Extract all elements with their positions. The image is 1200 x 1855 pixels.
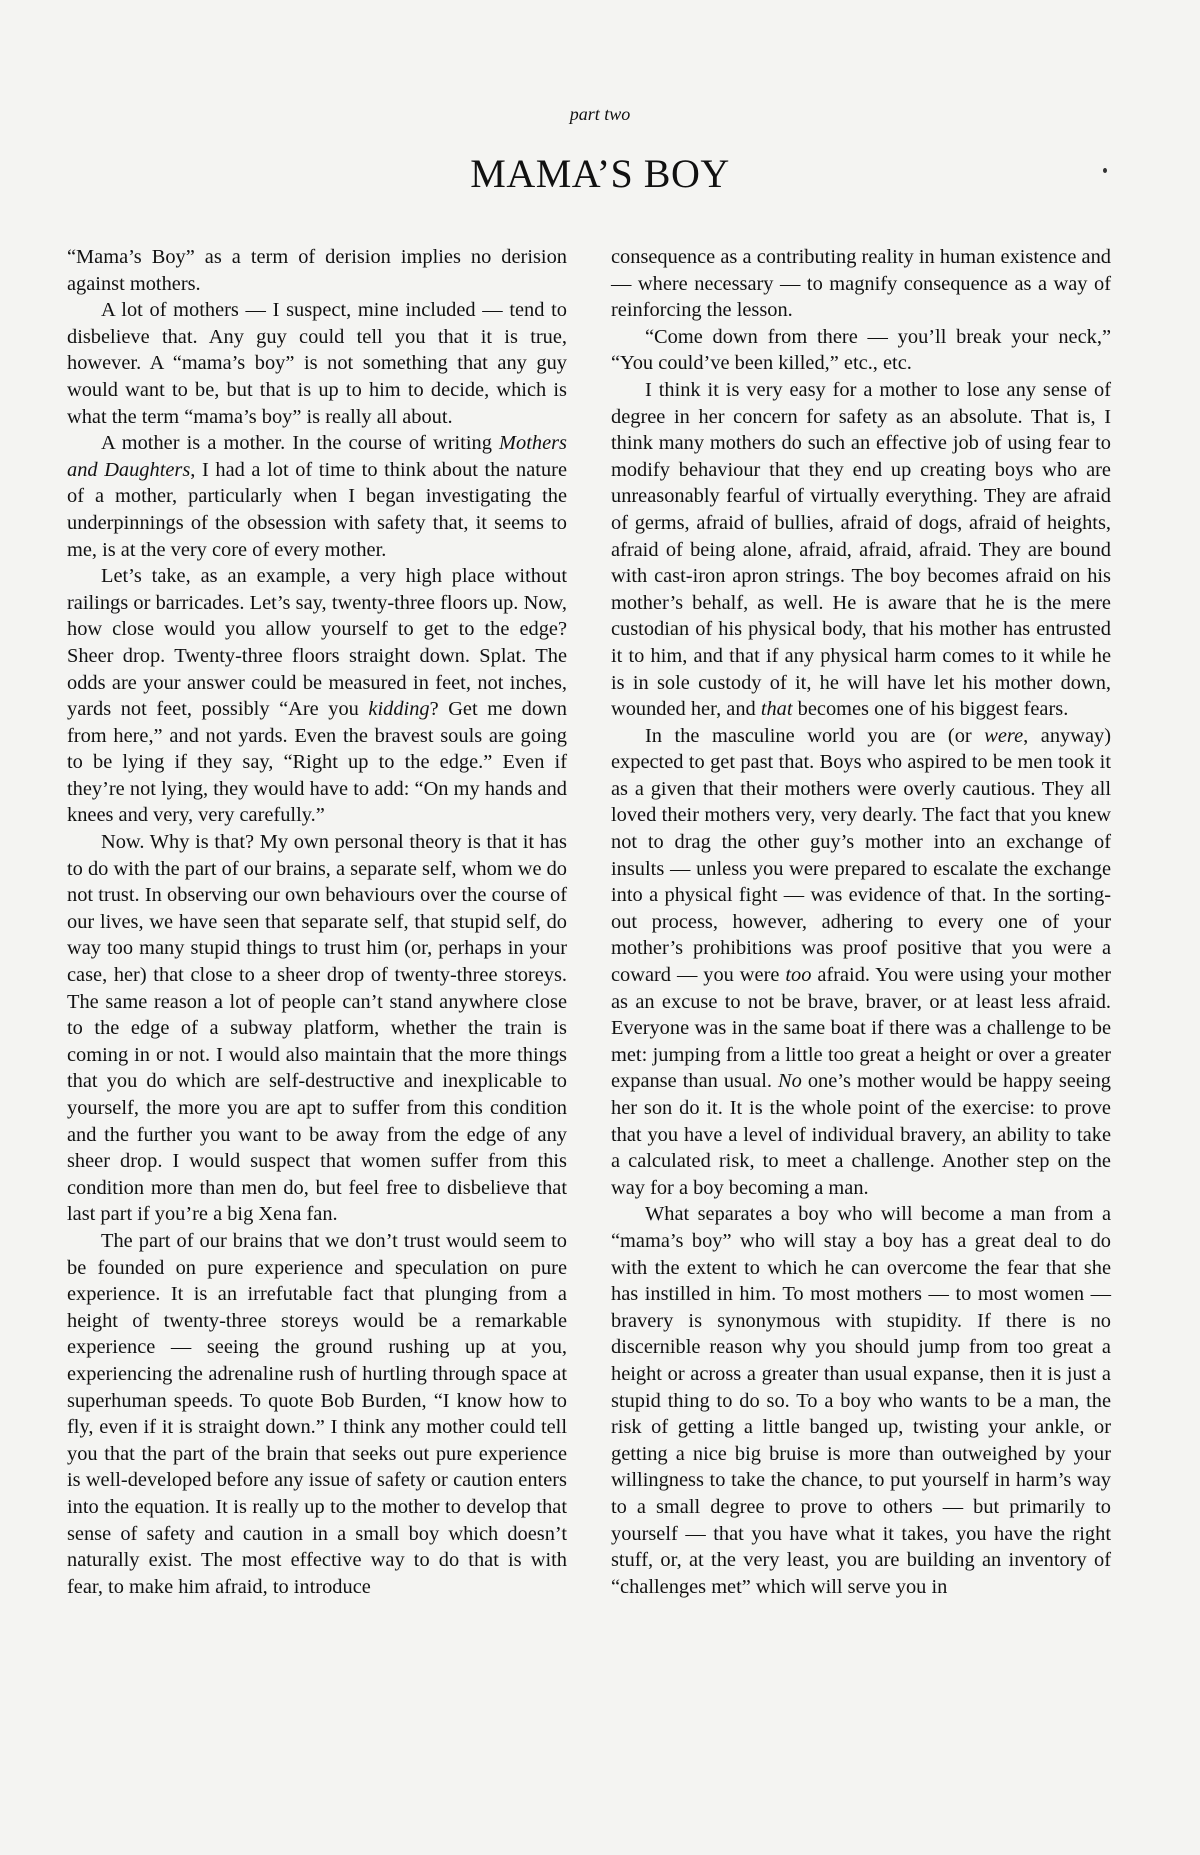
emphasis: too [785, 964, 812, 987]
emphasis: that [760, 698, 793, 721]
paragraph: I think it is very easy for a mother to lose any sense of degree in her concern for safety as an absolute. That is, I think many mothers do such an effective job of using fear to modify behaviour that they end up creating boys who are unreasonably fearful of virtually everything. They are afraid of germs, afraid of bullies, afraid of dogs, afraid of heights, afraid of being alone, afraid, afraid, afraid. They are bound with cast-iron apron strings. The boy becomes afraid on his mother’s behalf, as well. He is aware that he is the mere custodian of his physical body, that his mother has entrusted it to him, and that if any physical harm comes to it while he is in sole custody of it, he will have let his mother down, wounded her, and that becomes one of his biggest fears. [611, 378, 1111, 721]
paragraph: “Come down from there — you’ll break your neck,” “You could’ve been killed,” etc., etc. [611, 325, 1111, 375]
emphasis: No [778, 1070, 802, 1093]
emphasis: kidding [368, 698, 430, 721]
paragraph: A mother is a mother. In the course of writing Mothers and Daughters, I had a lot of time to think about the nature of a mother, particularly when I began investigating the underpinnings of the obsession with safety that, it seems to me, is at the very core of every mother. [67, 432, 567, 561]
paragraph: consequence as a contributing reality in human existence and — where necessary — to magnify consequence as a way of reinforcing the lesson. [611, 246, 1111, 322]
page-title: MAMA’S BOY [470, 151, 730, 196]
paragraph: What separates a boy who will become a man from a “mama’s boy” who will stay a boy has a great deal to do with the extent to which he can overcome the fear that she has instilled in him. To most mothers — to most women — bravery is synonymous with stupidity. If there is no discernible reason why you should jump from too great a height or across a greater than usual expanse, then it is just a stupid thing to do so. To a boy who wants to be a man, the risk of getting a little banged up, twisting your ankle, or getting a nice big bruise is more than outweighed by your willingness to take the chance, to put yourself in harm’s way to a small degree to prove to others — but primarily to yourself — that you have what it takes, you have the right stuff, or, at the very least, you are building an inventory of “challenges met” which will serve you in [611, 1203, 1111, 1598]
paragraph: In the masculine world you are (or were, anyway) expected to get past that. Boys who aspired to be men took it as a given that their mothers were overly cautious. They all loved their mothers very, very dearly. The fact that you knew not to drag the other guy’s mother into an exchange of insults — unless you were prepared to escalate the exchange into a physical fight — was evidence of that. In the sorting-out process, however, adhering to every one of your mother’s prohibitions was proof positive that you were a coward — you were too afraid. You were using your mother as an excuse to not be brave, braver, or at least less afraid. Everyone was in the same boat if there was a challenge to be met: jumping from a little too great a height or over a greater expanse than usual. No one’s mother would be happy seeing her son do it. It is the whole point of the exercise: to prove that you have a level of individual bravery, an ability to take a calculated risk, to meet a challenge. Another step on the way for a boy becoming a man. [611, 724, 1111, 1199]
paragraph: Let’s take, as an example, a very high place without railings or barricades. Let’s say, twenty-three floors up. Now, how close would you allow yourself to get to the edge? Sheer drop. Twenty-three floors straight down. Splat. The odds are your answer could be measured in feet, not inches, yards not feet, possibly “Are you kidding? Get me down from here,” and not yards. Even the bravest souls are going to be lying if they say, “Right up to the edge.” Even if they’re not lying, they would have to add: “On my hands and knees and very, very carefully.” [67, 565, 567, 827]
paragraph: Now. Why is that? My own personal theory is that it has to do with the part of our brains, a separate self, whom we do not trust. In observing our own behaviours over the course of our lives, we have seen that separate self, that stupid self, do way too many stupid things to trust him (or, perhaps in your case, her) that close to a sheer drop of twenty-three storeys. The same reason a lot of people can’t stand anywhere close to the edge of a subway platform, whether the train is coming in or not. I would also maintain that the more things that you do which are self-destructive and inexplicable to yourself, the more you are apt to suffer from this condition and the further you want to be away from the edge of any sheer drop. I would suspect that women suffer from this condition more than men do, but feel free to disbelieve that last part if you’re a big Xena fan. [67, 831, 567, 1226]
paragraph: “Mama’s Boy” as a term of derision implies no derision against mothers. [67, 246, 567, 295]
part-label: part two [569, 104, 631, 124]
right-column [611, 244, 1111, 1600]
emphasis: were [984, 724, 1024, 747]
left-column [67, 244, 567, 1600]
ink-speck [1103, 168, 1107, 173]
paragraph: The part of our brains that we don’t trust would seem to be founded on pure experience and speculation on pure experience. It is an irrefutable fact that plunging from a height of twenty-three storeys would be a remarkable experience — seeing the ground rushing up at you, experiencing the adrenaline rush of hurtling through space at superhuman speeds. To quote Bob Burden, “I know how to fly, even if it is straight down.” I think any mother could tell you that the part of the brain that seeks out pure experience is well-developed before any issue of safety or caution enters into the equation. It is really up to the mother to develop that sense of safety and caution in a small boy which doesn’t naturally exist. The most effective way to do that is with fear, to make him afraid, to introduce [67, 1229, 567, 1598]
paragraph: A lot of mothers — I suspect, mine included — tend to disbelieve that. Any guy could tell you that it is true, however. A “mama’s boy” is not something that any guy would want to be, but that is up to him to decide, which is what the term “mama’s boy” is really all about. [67, 299, 567, 428]
book-title: Mothers and Daughters [67, 432, 567, 481]
